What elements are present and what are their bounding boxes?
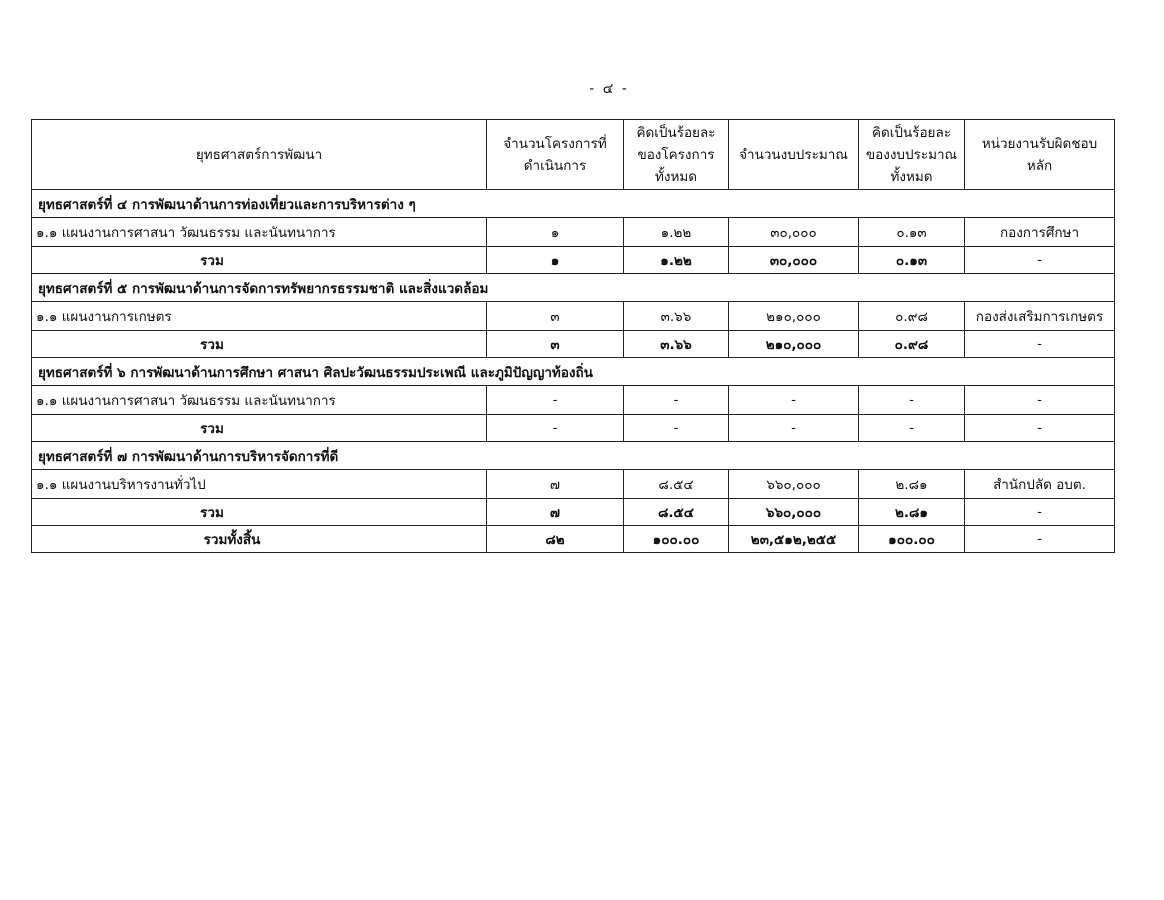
budget-percent: - [859,386,965,415]
grand-total-count: ๘๒ [487,526,624,553]
subtotal-label: รวม [32,415,487,442]
subtotal-budget: ๒๑๐,๐๐๐ [729,331,859,358]
grand-total-percent: ๑๐๐.๐๐ [624,526,729,553]
section-title-row [32,190,1115,218]
subtotal-row [32,499,1115,526]
section-title-row [32,442,1115,470]
plan-name: ๑.๑ แผนงานบริหารงานทั่วไป [32,470,487,499]
page-number: - ๔ - [589,81,629,97]
plan-name: ๑.๑ แผนงานการศาสนา วัฒนธรรม และนันทนาการ [32,386,487,415]
project-percent: ๑.๒๒ [624,218,729,247]
grand-total-budget-percent: ๑๐๐.๐๐ [859,526,965,553]
grand-total-label: รวมทั้งสิ้น [32,526,487,553]
subtotal-percent: ๓.๖๖ [624,331,729,358]
subtotal-budget-percent: ๐.๑๓ [859,247,965,274]
subtotal-label: รวม [32,499,487,526]
agency: กองการศึกษา [965,218,1115,247]
subtotal-row [32,247,1115,274]
subtotal-row [32,415,1115,442]
subtotal-budget: ๖๖๐,๐๐๐ [729,499,859,526]
header-row [32,120,1115,190]
project-count: ๗ [487,470,624,499]
subtotal-agency: - [965,499,1115,526]
subtotal-budget: ๓๐,๐๐๐ [729,247,859,274]
subtotal-budget-percent: - [859,415,965,442]
section-title-row [32,274,1115,302]
subtotal-count: ๓ [487,331,624,358]
subtotal-agency: - [965,415,1115,442]
plan-name: ๑.๑ แผนงานการเกษตร [32,302,487,331]
header-budget-percent: คิดเป็นร้อยละของงบประมาณทั้งหมด [859,120,965,190]
section-title: ยุทธศาสตร์ที่ ๔ การพัฒนาด้านการท่องเที่ยวและการบริหารต่าง ๆ [32,190,1115,218]
table-row [32,302,1115,331]
project-percent: - [624,386,729,415]
subtotal-percent: ๑.๒๒ [624,247,729,274]
header-strategy: ยุทธศาสตร์การพัฒนา [32,120,487,190]
table-row [32,470,1115,499]
budget-percent: ๐.๑๓ [859,218,965,247]
section-title-row [32,358,1115,386]
subtotal-label: รวม [32,331,487,358]
project-percent: ๘.๕๔ [624,470,729,499]
grand-total-agency: - [965,526,1115,553]
section-title: ยุทธศาสตร์ที่ ๗ การพัฒนาด้านการบริหารจัดการที่ดี [32,442,1115,470]
subtotal-row [32,331,1115,358]
subtotal-agency: - [965,331,1115,358]
section-title: ยุทธศาสตร์ที่ ๖ การพัฒนาด้านการศึกษา ศาสนา ศิลปะวัฒนธรรมประเพณี และภูมิปัญญาท้องถิ่น [32,358,1115,386]
subtotal-count: ๗ [487,499,624,526]
header-agency: หน่วยงานรับผิดชอบหลัก [965,120,1115,190]
budget-amount: ๓๐,๐๐๐ [729,218,859,247]
subtotal-budget-percent: ๒.๘๑ [859,499,965,526]
project-percent: ๓.๖๖ [624,302,729,331]
subtotal-percent: ๘.๕๔ [624,499,729,526]
project-count: - [487,386,624,415]
table-row [32,386,1115,415]
subtotal-percent: - [624,415,729,442]
table-row [32,218,1115,247]
agency: กองส่งเสริมการเกษตร [965,302,1115,331]
budget-percent: ๐.๙๘ [859,302,965,331]
grand-total-budget: ๒๓,๕๑๒,๒๕๕ [729,526,859,553]
header-project-count: จำนวนโครงการที่ดำเนินการ [487,120,624,190]
plan-name: ๑.๑ แผนงานการศาสนา วัฒนธรรม และนันทนาการ [32,218,487,247]
grand-total-row [32,526,1115,553]
section-title: ยุทธศาสตร์ที่ ๕ การพัฒนาด้านการจัดการทรัพยากรธรรมชาติ และสิ่งแวดล้อม [32,274,1115,302]
project-count: ๓ [487,302,624,331]
budget-percent: ๒.๘๑ [859,470,965,499]
header-budget: จำนวนงบประมาณ [729,120,859,190]
subtotal-label: รวม [32,247,487,274]
subtotal-budget-percent: ๐.๙๘ [859,331,965,358]
agency: - [965,386,1115,415]
subtotal-count: - [487,415,624,442]
project-count: ๑ [487,218,624,247]
budget-amount: ๖๖๐,๐๐๐ [729,470,859,499]
subtotal-count: ๑ [487,247,624,274]
budget-amount: ๒๑๐,๐๐๐ [729,302,859,331]
subtotal-budget: - [729,415,859,442]
subtotal-agency: - [965,247,1115,274]
strategy-summary-table [31,119,1115,553]
agency: สำนักปลัด อบต. [965,470,1115,499]
header-project-percent: คิดเป็นร้อยละของโครงการทั้งหมด [624,120,729,190]
budget-amount: - [729,386,859,415]
